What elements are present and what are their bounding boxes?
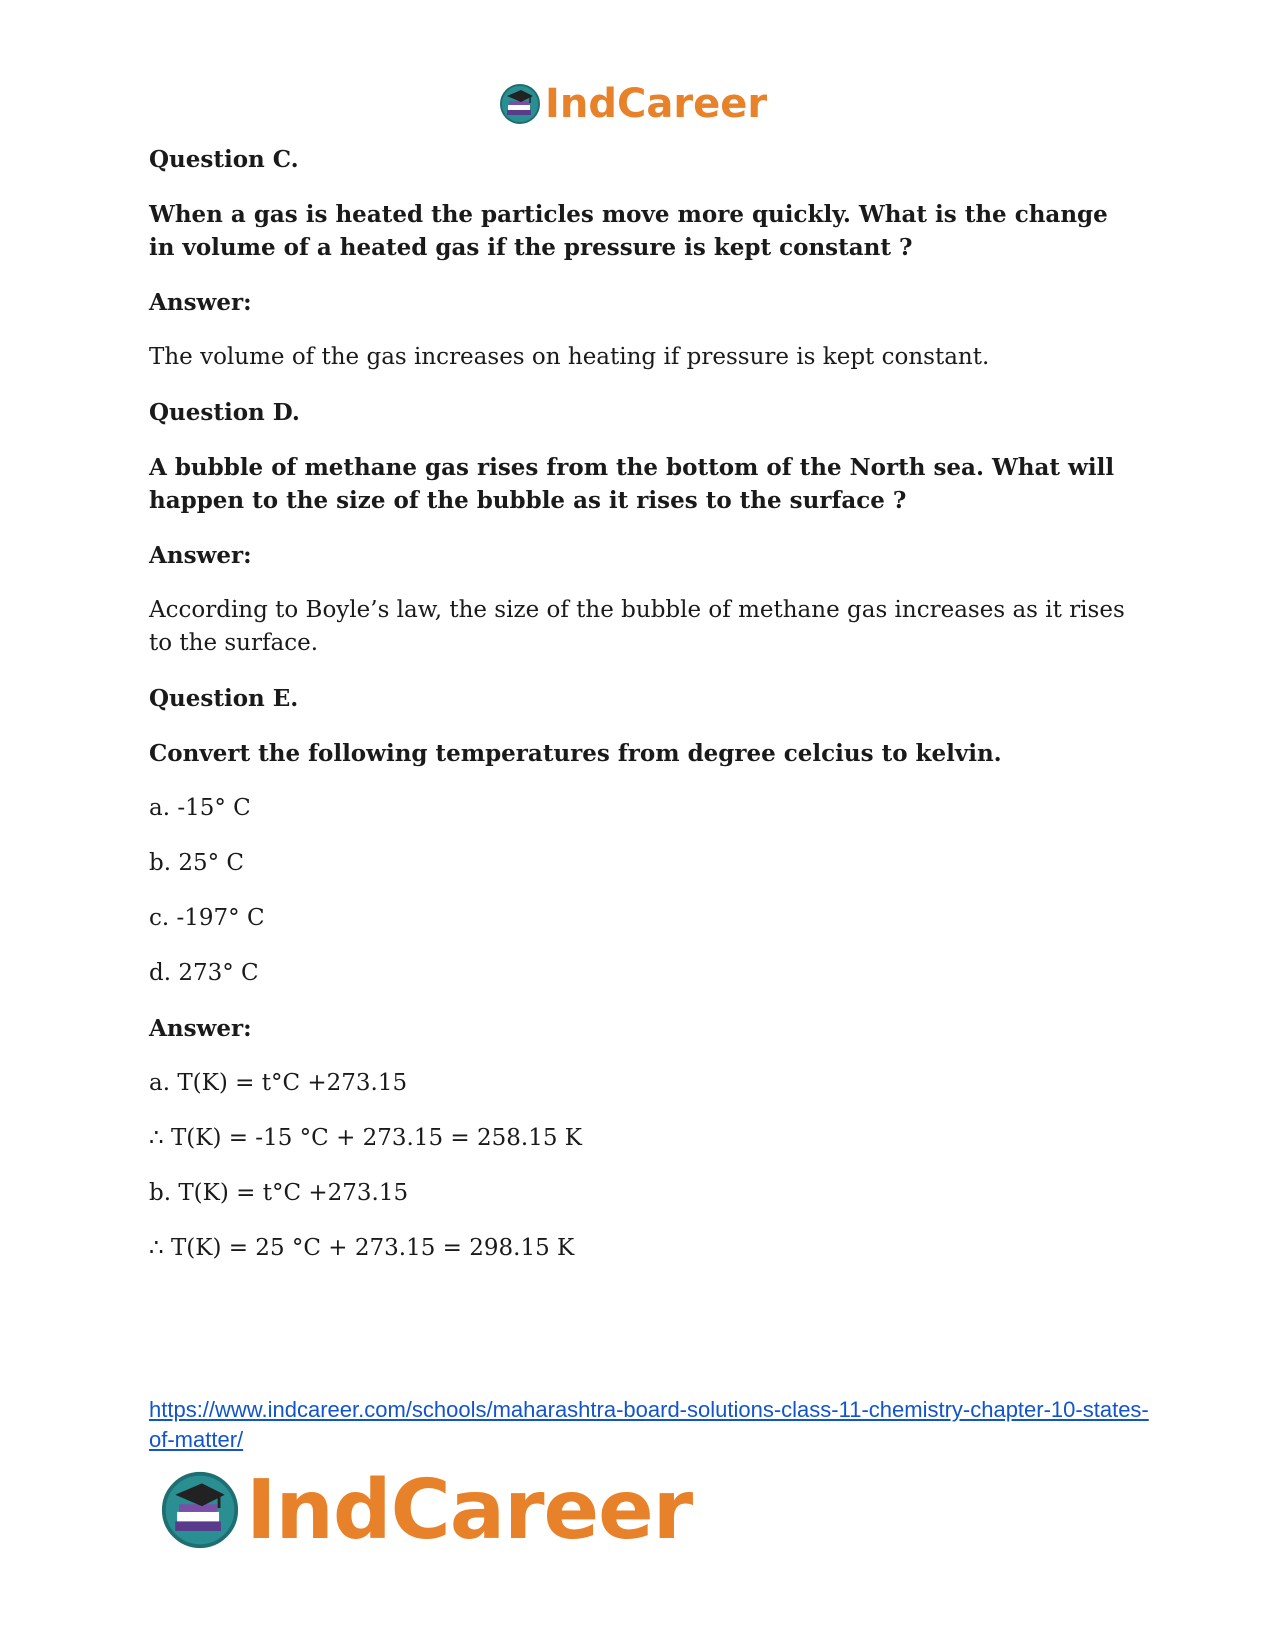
graduation-book-icon xyxy=(160,1470,240,1550)
source-url-link[interactable]: https://www.indcareer.com/schools/maharashtra-board-solutions-class-11-chemistry-chapter-10-states-of-matter/ xyxy=(149,1397,1149,1452)
logo-wordmark: IndCareer xyxy=(545,81,768,127)
answer-c-text: The volume of the gas increases on heating if pressure is kept constant. xyxy=(149,344,990,370)
document-body xyxy=(149,143,1129,1265)
question-e-text: Convert the following temperatures from degree celcius to kelvin. xyxy=(149,740,1002,767)
graduation-book-icon xyxy=(499,83,541,125)
header-logo xyxy=(499,80,767,128)
answer-e-label: Answer: xyxy=(149,1015,252,1042)
list-item: d. 273° C xyxy=(149,960,259,986)
answer-d-text: According to Boyle’s law, the size of the bubble of methane gas increases as it rises to the surface. xyxy=(149,597,1125,656)
question-e-label: Question E. xyxy=(149,685,299,712)
logo-wordmark: IndCareer xyxy=(246,1462,693,1558)
list-item: b. 25° C xyxy=(149,850,245,876)
answer-d-label: Answer: xyxy=(149,542,252,569)
footer-logo xyxy=(160,1462,693,1558)
question-c-text: When a gas is heated the particles move more quickly. What is the change in volume of a heated gas if the pressure is kept constant ? xyxy=(149,201,1108,261)
answer-line: ∴ T(K) = -15 °C + 273.15 = 258.15 K xyxy=(149,1125,582,1151)
answer-c-label: Answer: xyxy=(149,289,252,316)
question-c-label: Question C. xyxy=(149,146,299,173)
answer-line: b. T(K) = t°C +273.15 xyxy=(149,1180,409,1206)
question-d-text: A bubble of methane gas rises from the bottom of the North sea. What will happen to the size of the bubble as it rises to the surface ? xyxy=(149,454,1115,514)
answer-line: ∴ T(K) = 25 °C + 273.15 = 298.15 K xyxy=(149,1235,575,1261)
list-item: c. -197° C xyxy=(149,905,265,931)
answer-line: a. T(K) = t°C +273.15 xyxy=(149,1070,408,1096)
list-item: a. -15° C xyxy=(149,795,251,821)
question-d-label: Question D. xyxy=(149,399,300,426)
